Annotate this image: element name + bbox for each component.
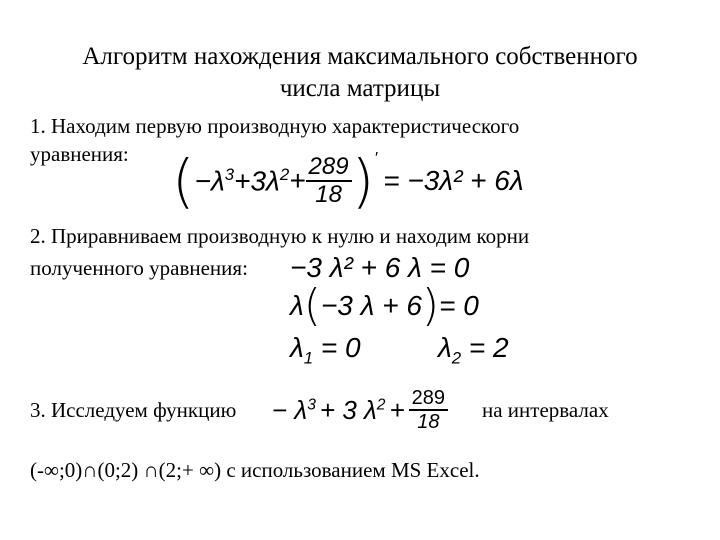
fraction-289-18: $\frac{289}{18}$ [306,154,352,209]
close-paren-2: ) [421,280,440,331]
equation-2-rhs: = 0 [439,290,479,321]
step2-text-line1: 2. Приравниваем производную к нулю и находим корни [30,224,530,248]
step1-text-line2: уравнения: [30,142,129,166]
step3-text-suffix: на интервалах [482,398,609,422]
derivative-result: = −3λ² + 6λ [383,165,524,196]
factor-lambda: λ [290,290,304,321]
close-paren: ) [351,147,375,215]
step3-intervals-text: (-∞;0)∩(0;2) ∩(2;+ ∞) с использованием MS Excel. [30,458,480,482]
root-lambda-1: $\lambda_1 = 0$ [290,332,361,368]
step2-equation-1: −3 λ² + 6 λ = 0 [290,252,470,283]
step2-equation-2 [290,282,479,330]
factor-inner: −3 λ + 6 [320,290,422,321]
prime-mark: ′ [374,150,378,167]
step3-function-formula [272,382,448,438]
func-fraction-289-18: $\frac{289}{18}$ [409,387,448,433]
func-term-neg-lambda-cubed: − $\lambda^3$ [272,394,316,425]
slide-title-line1: Алгоритм нахождения максимального собственного [82,43,638,70]
term-neg-lambda-cubed: $-\lambda^3$ [194,164,235,197]
term-3-lambda-squared: $+3\lambda^2$ [234,164,290,197]
plus-sign: + [289,165,306,196]
step1-text-line1: 1. Находим первую производную характеристического [30,114,520,138]
func-plus-sign: + [389,394,405,425]
func-term-3-lambda-squared: + 3 $\lambda^2$ [319,394,386,425]
step2-text-line2: полученного уравнения: [30,256,248,280]
root-lambda-2: $\lambda_2 = 2$ [438,332,509,368]
open-paren-2: ( [303,280,321,331]
step1-derivative-formula [172,148,524,214]
open-paren: ( [172,147,195,215]
step3-text-prefix: 3. Исследуем функцию [30,398,237,422]
slide-title-line2: числа матрицы [279,75,441,102]
